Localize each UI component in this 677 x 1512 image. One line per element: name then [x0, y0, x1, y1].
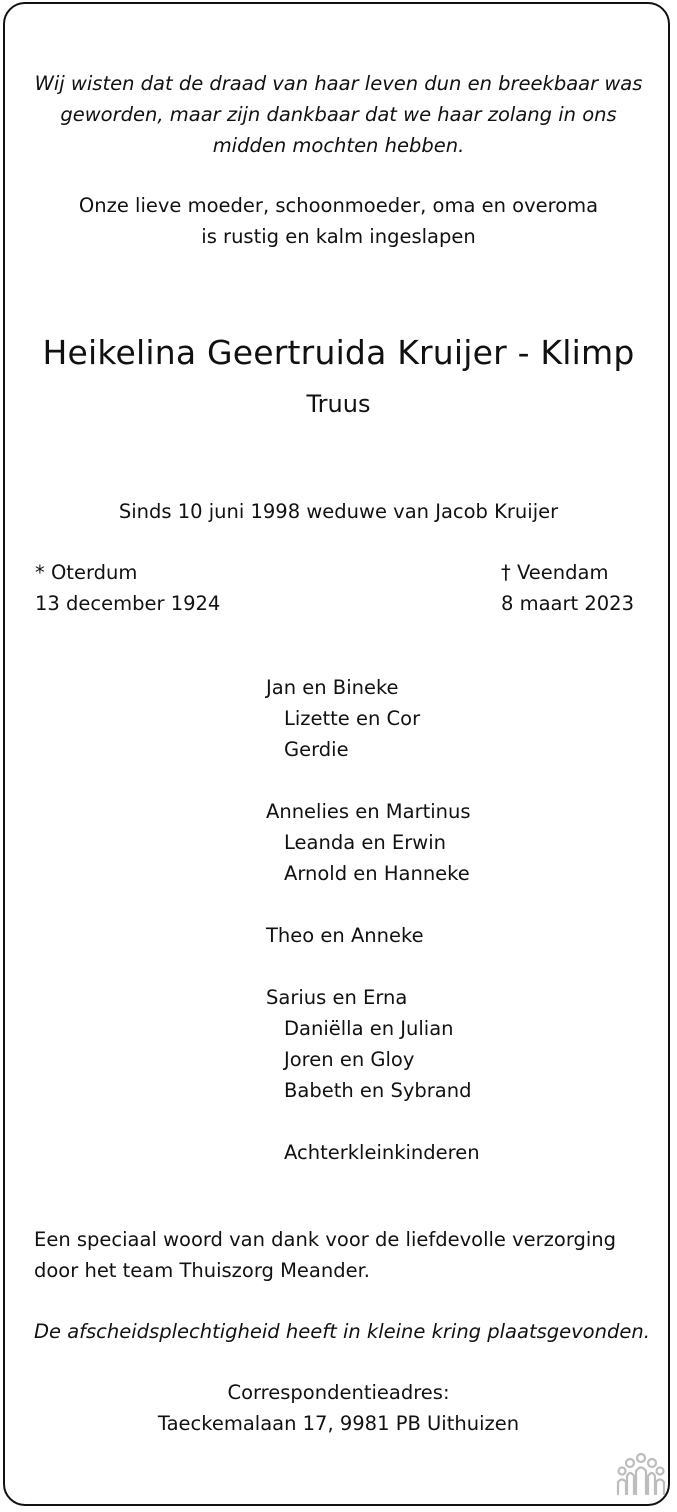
family-child: Joren en Gloy	[284, 1048, 415, 1071]
announcement	[0, 190, 677, 252]
family-child: Leanda en Erwin	[284, 831, 446, 854]
death-place: † Veendam	[501, 561, 609, 584]
thanks-line: door het team Thuiszorg Meander.	[34, 1259, 370, 1282]
family-spacer	[266, 1106, 480, 1137]
family-child: Babeth en Sybrand	[284, 1079, 472, 1102]
thanks-note	[34, 1224, 616, 1286]
motto-line: geworden, maar zijn dankbaar dat we haar zolang in ons	[60, 103, 617, 126]
correspondence-label: Correspondentieadres:	[227, 1381, 450, 1404]
correspondence	[0, 1377, 677, 1439]
deceased-nickname: Truus	[306, 390, 371, 418]
deceased-name: Heikelina Geertruida Kruijer - Klimp	[42, 333, 635, 372]
family-child: Arnold en Hanneke	[284, 862, 470, 885]
widow-line: Sinds 10 juni 1998 weduwe van Jacob Kruijer	[118, 500, 559, 523]
ceremony-note: De afscheidsplechtigheid heeft in kleine kring plaatsgevonden.	[34, 1320, 650, 1343]
motto-line: Wij wisten dat de draad van haar leven dun en breekbaar was	[34, 72, 643, 95]
family-child: Lizette en Cor	[284, 707, 421, 730]
death-date: 8 maart 2023	[501, 592, 634, 615]
great-grandchildren: Achterkleinkinderen	[284, 1141, 480, 1164]
birth-place: * Oterdum	[35, 561, 138, 584]
birth-date: 13 december 1924	[35, 592, 221, 615]
family-child: Gerdie	[284, 738, 349, 761]
family-spacer	[266, 889, 480, 920]
death-info	[501, 557, 634, 619]
family-parents: Annelies en Martinus	[266, 800, 471, 823]
birth-info	[35, 557, 220, 619]
thanks-line: Een speciaal woord van dank voor de liefdevolle verzorging	[34, 1228, 617, 1251]
announcement-line: Onze lieve moeder, schoonmoeder, oma en overoma	[78, 194, 599, 217]
motto	[0, 68, 677, 161]
motto-line: midden mochten hebben.	[212, 134, 465, 157]
family-child: Daniëlla en Julian	[284, 1017, 454, 1040]
family-spacer	[266, 765, 480, 796]
correspondence-address: Taeckemalaan 17, 9981 PB Uithuizen	[157, 1412, 520, 1435]
family-parents: Sarius en Erna	[266, 986, 408, 1009]
family-spacer	[266, 951, 480, 982]
family-list	[266, 672, 480, 1168]
people-group-icon	[615, 1452, 667, 1498]
announcement-line: is rustig en kalm ingeslapen	[201, 225, 476, 248]
family-parents: Theo en Anneke	[266, 924, 424, 947]
family-parents: Jan en Bineke	[266, 676, 399, 699]
